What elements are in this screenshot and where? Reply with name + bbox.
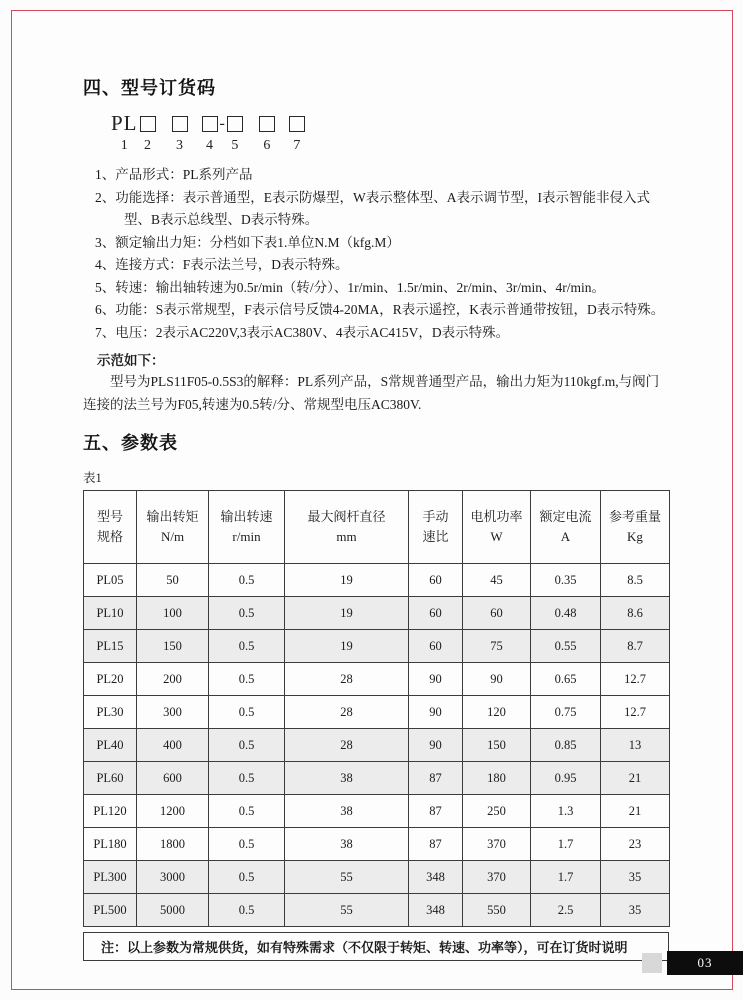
table-cell: 23 bbox=[601, 828, 670, 861]
table-cell: 60 bbox=[409, 597, 463, 630]
table-cell: 1.7 bbox=[531, 861, 601, 894]
table-cell: PL180 bbox=[84, 828, 137, 861]
table-cell: 0.5 bbox=[209, 762, 285, 795]
table-cell: 600 bbox=[137, 762, 209, 795]
table-row bbox=[84, 564, 670, 597]
table-cell: 0.55 bbox=[531, 630, 601, 663]
table-row bbox=[84, 861, 670, 894]
table-header-row bbox=[84, 491, 670, 564]
table-row bbox=[84, 630, 670, 663]
table-cell: 38 bbox=[285, 795, 409, 828]
table-cell: PL10 bbox=[84, 597, 137, 630]
table-cell: 0.5 bbox=[209, 795, 285, 828]
table-cell: PL20 bbox=[84, 663, 137, 696]
table-cell: 180 bbox=[463, 762, 531, 795]
table-cell: 19 bbox=[285, 564, 409, 597]
code-position-number: 3 bbox=[176, 138, 184, 153]
table-cell: PL300 bbox=[84, 861, 137, 894]
table-cell: PL60 bbox=[84, 762, 137, 795]
code-box-icon bbox=[227, 116, 243, 132]
table-cell: 0.5 bbox=[209, 861, 285, 894]
code-unit-box bbox=[202, 113, 218, 154]
table-cell: 12.7 bbox=[601, 696, 670, 729]
table-cell: 35 bbox=[601, 894, 670, 927]
table-label: 表1 bbox=[83, 471, 102, 485]
table-cell: 90 bbox=[409, 696, 463, 729]
code-unit-box bbox=[227, 113, 243, 154]
example-text: 型号为PLS11F05-0.5S3的解释：PL系列产品，S常规普通型产品，输出力矩为110kgf.m,与阀门连接的法兰号为F05,转速为0.5转/分、常规型电压AC380V. bbox=[83, 374, 660, 412]
column-header: 额定电流 A bbox=[531, 491, 601, 564]
table-cell: 0.5 bbox=[209, 597, 285, 630]
table-cell: 1200 bbox=[137, 795, 209, 828]
table-cell: 8.7 bbox=[601, 630, 670, 663]
table-cell: 13 bbox=[601, 729, 670, 762]
table-cell: 0.5 bbox=[209, 696, 285, 729]
column-header: 参考重量 Kg bbox=[601, 491, 670, 564]
ordering-code-diagram bbox=[111, 113, 669, 154]
table-cell: 19 bbox=[285, 597, 409, 630]
table-cell: 400 bbox=[137, 729, 209, 762]
table-cell: 0.48 bbox=[531, 597, 601, 630]
code-prefix-label: PL bbox=[111, 111, 138, 135]
dash-separator: - bbox=[219, 114, 225, 132]
table-row bbox=[84, 663, 670, 696]
table-cell: 60 bbox=[409, 564, 463, 597]
code-position-number: 6 bbox=[263, 138, 271, 153]
code-position-number: 1 bbox=[120, 138, 128, 153]
table-cell: PL500 bbox=[84, 894, 137, 927]
table-cell: 120 bbox=[463, 696, 531, 729]
table-cell: PL40 bbox=[84, 729, 137, 762]
code-position-number: 2 bbox=[144, 138, 152, 153]
table-cell: 45 bbox=[463, 564, 531, 597]
table-cell: 150 bbox=[137, 630, 209, 663]
table-cell: 0.5 bbox=[209, 828, 285, 861]
table-cell: 28 bbox=[285, 729, 409, 762]
table-row bbox=[84, 894, 670, 927]
code-box-icon bbox=[202, 116, 218, 132]
table-cell: 200 bbox=[137, 663, 209, 696]
table-cell: PL30 bbox=[84, 696, 137, 729]
spec-item: 2、功能选择：表示普通型，E表示防爆型，W表示整体型、A表示调节型，I表示智能非侵入式型、B表示总线型、D表示特殊。 bbox=[95, 189, 650, 227]
code-position-number: 5 bbox=[231, 138, 239, 153]
table-cell: 90 bbox=[409, 663, 463, 696]
code-unit-box bbox=[289, 113, 305, 154]
table-cell: 5000 bbox=[137, 894, 209, 927]
code-position-number: 7 bbox=[293, 138, 301, 153]
table-cell: 550 bbox=[463, 894, 531, 927]
table-cell: 1.7 bbox=[531, 828, 601, 861]
example-label: 示范如下： bbox=[97, 353, 165, 368]
column-header: 输出转矩 N/m bbox=[137, 491, 209, 564]
column-header: 手动 速比 bbox=[409, 491, 463, 564]
table-note: 注：以上参数为常规供货，如有特殊需求（不仅限于转矩、转速、功率等），可在订货时说明 bbox=[83, 932, 669, 961]
table-cell: 300 bbox=[137, 696, 209, 729]
table-cell: 0.5 bbox=[209, 663, 285, 696]
table-row bbox=[84, 828, 670, 861]
table-cell: 35 bbox=[601, 861, 670, 894]
code-unit-box bbox=[140, 113, 156, 154]
table-cell: 0.5 bbox=[209, 564, 285, 597]
table-cell: 28 bbox=[285, 696, 409, 729]
spec-item: 4、连接方式：F表示法兰号，D表示特殊。 bbox=[95, 257, 349, 272]
spec-item: 5、转速：输出轴转速为0.5r/min（转/分）、1r/min、1.5r/min、2r/min、3r/min、4r/min。 bbox=[95, 279, 605, 295]
spec-item: 6、功能：S表示常规型，F表示信号反馈4-20MA，R表示遥控，K表示普通带按钮，D表示特殊。 bbox=[95, 302, 665, 317]
table-cell: PL05 bbox=[84, 564, 137, 597]
table-cell: 1.3 bbox=[531, 795, 601, 828]
spec-item: 7、电压：2表示AC220V,3表示AC380V、4表示AC415V，D表示特殊。 bbox=[95, 324, 510, 340]
table-cell: 0.95 bbox=[531, 762, 601, 795]
column-header: 最大阀杆直径 mm bbox=[285, 491, 409, 564]
parameter-table bbox=[83, 490, 670, 927]
table-cell: 75 bbox=[463, 630, 531, 663]
table-cell: 38 bbox=[285, 762, 409, 795]
table-cell: 90 bbox=[409, 729, 463, 762]
table-cell: 21 bbox=[601, 795, 670, 828]
section4-heading: 四、型号订货码 bbox=[83, 78, 216, 98]
table-cell: 0.75 bbox=[531, 696, 601, 729]
table-row bbox=[84, 762, 670, 795]
table-cell: 348 bbox=[409, 894, 463, 927]
code-unit-prefix bbox=[111, 113, 138, 154]
page-content bbox=[83, 74, 669, 961]
table-cell: 250 bbox=[463, 795, 531, 828]
table-cell: 60 bbox=[409, 630, 463, 663]
table-cell: 370 bbox=[463, 861, 531, 894]
table-cell: 2.5 bbox=[531, 894, 601, 927]
table-cell: 8.6 bbox=[601, 597, 670, 630]
table-cell: PL120 bbox=[84, 795, 137, 828]
column-header: 输出转速 r/min bbox=[209, 491, 285, 564]
spec-list bbox=[95, 164, 669, 344]
code-box-icon bbox=[289, 116, 305, 132]
table-cell: 1800 bbox=[137, 828, 209, 861]
table-row bbox=[84, 729, 670, 762]
page-number: 03 bbox=[667, 951, 743, 975]
table-cell: PL15 bbox=[84, 630, 137, 663]
badge-decor-square bbox=[642, 953, 662, 973]
table-cell: 12.7 bbox=[601, 663, 670, 696]
table-row bbox=[84, 597, 670, 630]
table-cell: 8.5 bbox=[601, 564, 670, 597]
table-cell: 87 bbox=[409, 828, 463, 861]
table-cell: 55 bbox=[285, 894, 409, 927]
table-cell: 0.5 bbox=[209, 630, 285, 663]
table-cell: 87 bbox=[409, 762, 463, 795]
code-unit-box bbox=[259, 113, 275, 154]
table-row bbox=[84, 696, 670, 729]
table-cell: 28 bbox=[285, 663, 409, 696]
spec-item: 1、产品形式：PL系列产品 bbox=[95, 167, 253, 182]
table-cell: 0.5 bbox=[209, 729, 285, 762]
code-box-icon bbox=[140, 116, 156, 132]
table-cell: 87 bbox=[409, 795, 463, 828]
column-header: 电机功率 W bbox=[463, 491, 531, 564]
code-unit-box bbox=[172, 113, 188, 154]
table-cell: 38 bbox=[285, 828, 409, 861]
ordering-code-row bbox=[111, 113, 669, 154]
page-number-badge bbox=[642, 951, 743, 975]
section5-heading: 五、参数表 bbox=[83, 433, 178, 453]
table-cell: 348 bbox=[409, 861, 463, 894]
code-box-icon bbox=[172, 116, 188, 132]
table-cell: 0.35 bbox=[531, 564, 601, 597]
table-cell: 50 bbox=[137, 564, 209, 597]
table-cell: 370 bbox=[463, 828, 531, 861]
code-position-number: 4 bbox=[206, 138, 214, 153]
code-box-icon bbox=[259, 116, 275, 132]
table-cell: 0.85 bbox=[531, 729, 601, 762]
column-header: 型号 规格 bbox=[84, 491, 137, 564]
table-cell: 3000 bbox=[137, 861, 209, 894]
table-cell: 0.65 bbox=[531, 663, 601, 696]
spec-item: 3、额定输出力矩：分档如下表1.单位N.M（kfg.M） bbox=[95, 234, 400, 250]
table-cell: 60 bbox=[463, 597, 531, 630]
table-cell: 90 bbox=[463, 663, 531, 696]
table-cell: 19 bbox=[285, 630, 409, 663]
table-cell: 21 bbox=[601, 762, 670, 795]
table-cell: 55 bbox=[285, 861, 409, 894]
table-cell: 0.5 bbox=[209, 894, 285, 927]
table-row bbox=[84, 795, 670, 828]
table-cell: 100 bbox=[137, 597, 209, 630]
code-unit-dash bbox=[219, 113, 226, 154]
table-cell: 150 bbox=[463, 729, 531, 762]
